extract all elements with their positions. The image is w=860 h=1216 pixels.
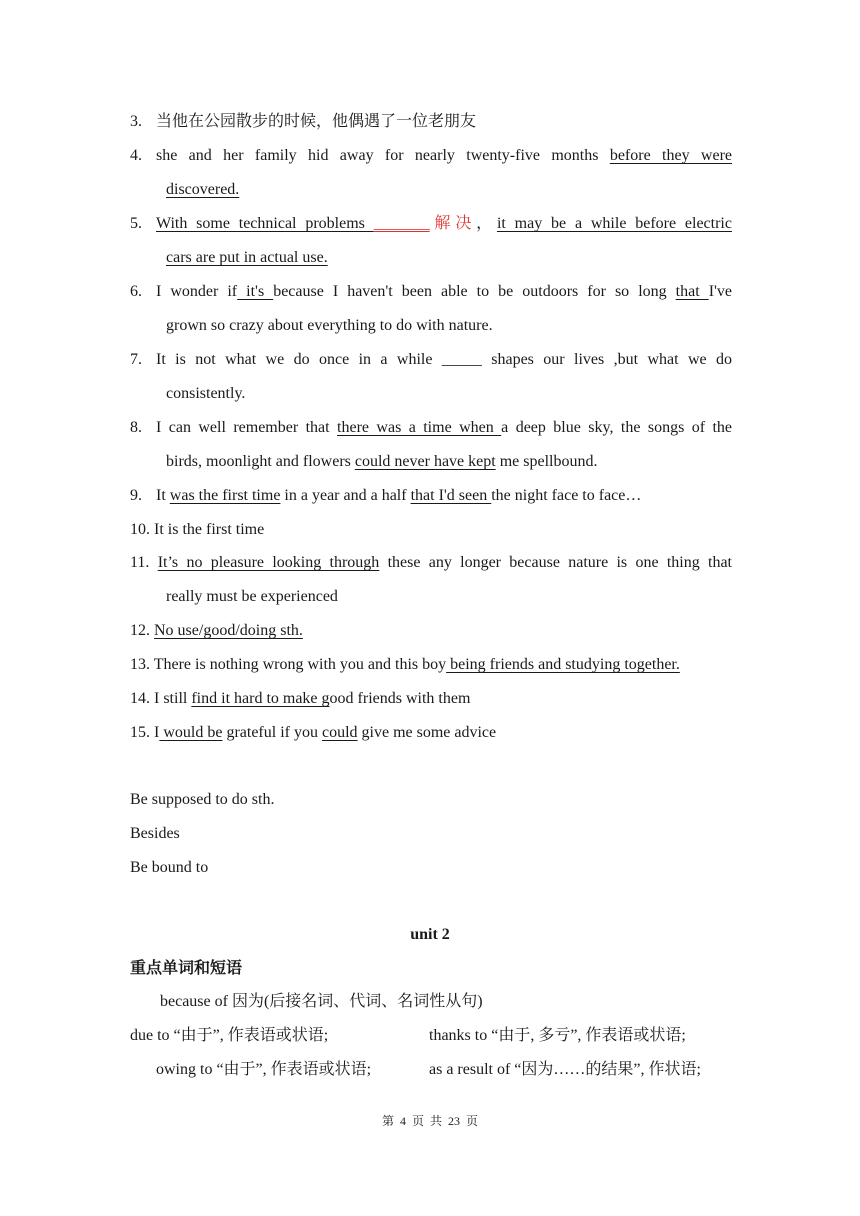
as-a-result-of-line: as a result of “因为……的结果”, 作状语;: [429, 1061, 701, 1078]
item-10: 10. It is the first time: [130, 521, 265, 538]
page-footer: 第 4 页 共 23 页: [381, 1114, 479, 1128]
item-14: 14. I still find it hard to make good friends with them: [130, 690, 471, 707]
due-to-line: due to “由于”, 作表语或状语;: [130, 1027, 329, 1044]
item-5: 5. With some technical problems _______解决，it may be a while before electric: [130, 215, 732, 232]
item-6-continued: grown so crazy about everything to do with nature.: [166, 317, 493, 334]
owing-to-line: owing to “由于”, 作表语或状语;: [156, 1061, 372, 1078]
section-heading: 重点单词和短语: [130, 960, 243, 977]
item-7-continued: consistently.: [166, 385, 246, 402]
item-6: 6. I wonder if it's because I haven't been able to be outdoors for so long that I've: [130, 283, 732, 300]
item-13: 13. There is nothing wrong with you and this boy being friends and studying together.: [130, 656, 680, 673]
item-9: 9. It was the first time in a year and a half that I'd seen the night face to face…: [130, 487, 642, 504]
item-8: 8. I can well remember that there was a time when a deep blue sky, the songs of the: [130, 419, 733, 436]
page-total: 23: [448, 1114, 461, 1128]
thanks-to-line: thanks to “由于, 多亏”, 作表语或状语;: [429, 1027, 686, 1044]
item-4-continued: discovered.: [166, 181, 240, 198]
item-7: 7. It is not what we do once in a while _____ shapes our lives ,but what we do: [130, 351, 732, 368]
item-8-continued: birds, moonlight and flowers could never have kept me spellbound.: [166, 453, 598, 470]
page-number: 4: [399, 1114, 406, 1128]
because-of-line: because of 因为(后接名词、代词、名词性从句): [160, 993, 483, 1010]
item-3: 3. 当他在公园散步的时候，他偶遇了一位老朋友: [130, 113, 477, 130]
item-12: 12. No use/good/doing sth.: [130, 622, 303, 639]
item-5-continued: cars are put in actual use.: [166, 249, 328, 266]
unit-title: unit 2: [410, 926, 450, 943]
phrase-besides: Besides: [130, 825, 180, 842]
item-15: 15. I would be grateful if you could give me some advice: [130, 724, 497, 741]
item-4: 4. she and her family hid away for nearly twenty-five months before they were: [130, 147, 732, 164]
item-11: 11. It’s no pleasure looking through these any longer because nature is one thing that: [130, 554, 732, 571]
item-11-continued: really must be experienced: [166, 588, 338, 605]
phrase-bound: Be bound to: [130, 859, 209, 876]
phrase-supposed: Be supposed to do sth.: [130, 791, 275, 808]
